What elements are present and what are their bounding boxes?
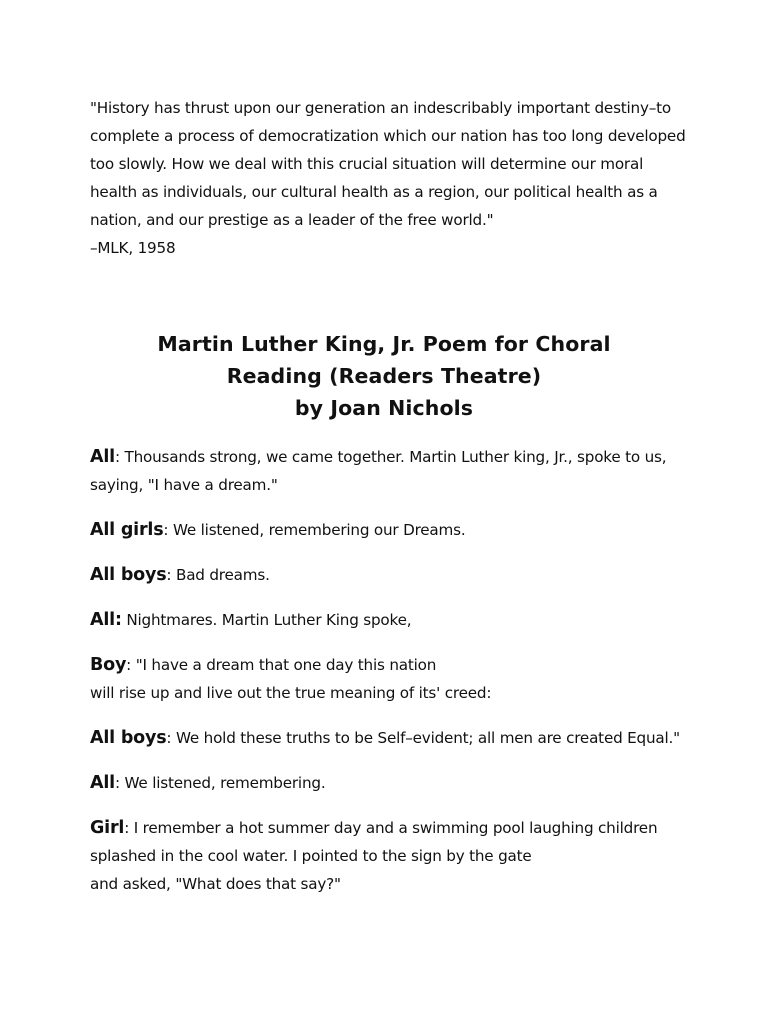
title-author: by Joan Nichols — [294, 396, 474, 420]
line-text: We listened, remembering our Dreams. — [168, 521, 466, 539]
speaker-label: All: — [90, 610, 122, 630]
speaker-separator: : — [166, 566, 172, 584]
speaker-label: All boys — [90, 728, 167, 748]
quote-line: complete a process of democratization which our nation has too long developed — [90, 127, 686, 145]
line-text: I remember a hot summer day and a swimming pool laughing children — [129, 819, 658, 837]
line-text: "I have a dream that one day this nation — [131, 656, 437, 674]
speaker-separator: : — [126, 656, 132, 674]
speaker-separator: : — [114, 774, 120, 792]
quote-line: "History has thrust upon our generation an indescribably important destiny–to — [90, 99, 672, 117]
script-line-all-boys — [90, 724, 700, 752]
quote-line: health as individuals, our cultural health as a region, our political health as a — [90, 183, 658, 201]
line-text: saying, "I have a dream." — [90, 476, 278, 494]
speaker-separator: : — [114, 448, 120, 466]
line-text: Thousands strong, we came together. Martin Luther king, Jr., spoke to us, — [119, 448, 667, 466]
poem-script — [90, 443, 700, 915]
speaker-label: Boy — [90, 655, 127, 675]
speaker-label: All — [90, 447, 115, 467]
speaker-separator: : — [163, 521, 169, 539]
mlk-quote — [90, 94, 690, 262]
line-text: Bad dreams. — [171, 566, 270, 584]
speaker-label: Girl — [90, 818, 125, 838]
speaker-separator: : — [166, 729, 172, 747]
speaker-label: All girls — [90, 520, 164, 540]
line-text: We hold these truths to be Self–evident; all men are created Equal." — [171, 729, 680, 747]
line-text: splashed in the cool water. I pointed to the sign by the gate — [90, 847, 532, 865]
title-line: Reading (Readers Theatre) — [226, 364, 542, 388]
line-text: We listened, remembering. — [119, 774, 326, 792]
speaker-label: All boys — [90, 565, 167, 585]
script-line-all — [90, 443, 700, 499]
quote-attribution: –MLK, 1958 — [90, 239, 176, 257]
title-line: Martin Luther King, Jr. Poem for Choral — [157, 332, 611, 356]
poem-title — [84, 328, 684, 424]
speaker-label: All — [90, 773, 115, 793]
script-line-boy — [90, 651, 700, 707]
script-line-all — [90, 769, 700, 797]
quote-line: nation, and our prestige as a leader of the free world." — [90, 211, 494, 229]
speaker-separator: : — [124, 819, 130, 837]
line-text: will rise up and live out the true meaning of its' creed: — [90, 684, 492, 702]
quote-line: too slowly. How we deal with this crucial situation will determine our moral — [90, 155, 644, 173]
script-line-girl — [90, 814, 700, 898]
script-line-all — [90, 606, 700, 634]
script-line-all-girls — [90, 516, 700, 544]
line-text: Nightmares. Martin Luther King spoke, — [121, 611, 412, 629]
line-text: and asked, "What does that say?" — [90, 875, 341, 893]
script-line-all-boys — [90, 561, 700, 589]
